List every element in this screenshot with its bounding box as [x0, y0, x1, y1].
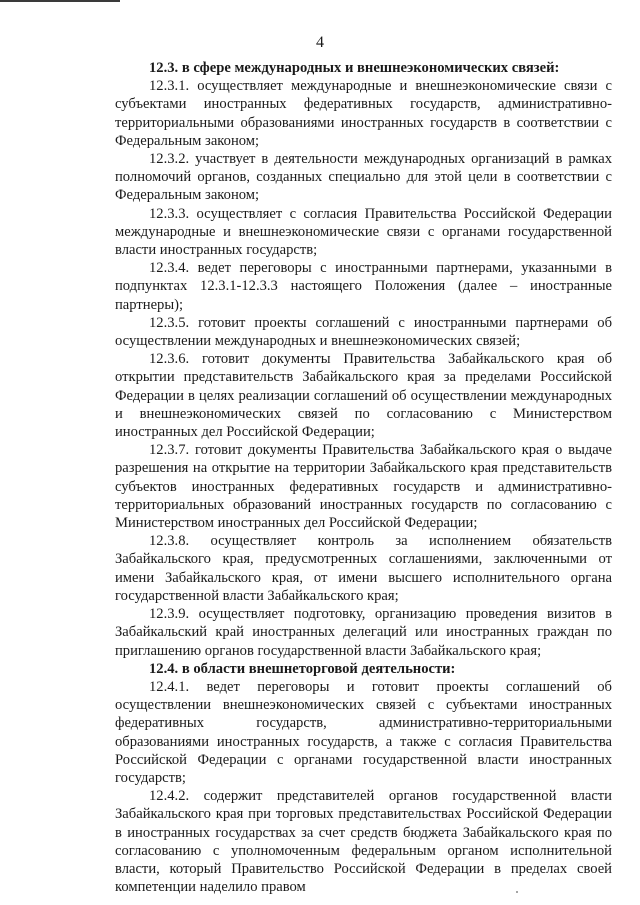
clause-12-3-9: 12.3.9. осуществляет подготовку, организацию проведения визитов в Забайкальский край иностранных делегаций или иностранных граждан по приглашению органов государственной власти Забайкальского края; [115, 606, 612, 659]
scan-speck [516, 891, 518, 893]
clause-12-3-1: 12.3.1. осуществляет международные и внешнеэкономические связи с субъектами иностранных федеративных государств, административно-территориальными образованиями иностранных государств в соответствии с Федеральным законом; [115, 78, 612, 149]
clause-12-3-2: 12.3.2. участвует в деятельности международных организаций в рамках полномочий органов, созданных специально для этой цели в соответствии с Федеральным законом; [115, 151, 612, 204]
clause-12-3-8: 12.3.8. осуществляет контроль за исполнением обязательств Забайкальского края, предусмотренных соглашениями, заключенными от имени Забайкальского края, от имени высшего исполнительного органа государственной власти Забайкальского края; [115, 533, 612, 604]
clause-12-4-1: 12.4.1. ведет переговоры и готовит проекты соглашений об осуществлении внешнеэкономических связей с субъектами иностранных федеративных государств, административно-территориальными образованиями иностранных государств, а также с согласия Правительства Российской Федерации с органами государственной власти иностранных государств; [115, 678, 612, 786]
clause-12-3-3: 12.3.3. осуществляет с согласия Правительства Российской Федерации международные и внешнеэкономические связи с органами государственной власти иностранных государств; [115, 205, 612, 259]
clause-12-3-7: 12.3.7. готовит документы Правительства Забайкальского края о выдаче разрешения на открытие на территории Забайкальского края представительств субъектов иностранных федеративных государств и административно-территориальных образований иностранных государств по согласованию с Министерством иностранных дел Российской Федерации; [115, 442, 612, 532]
document-body [115, 59, 612, 896]
clause-12-3-5: 12.3.5. готовит проекты соглашений с иностранными партнерами об осуществлении международных и внешнеэкономических связей; [115, 314, 612, 350]
section-heading-12-3: 12.3. в сфере международных и внешнеэкономических связей: [149, 60, 560, 76]
clause-12-3-6: 12.3.6. готовит документы Правительства Забайкальского края об открытии представительств Забайкальского края за пределами Российской Федерации в целях реализации соглашений об осуществлении международных и внешнеэкономических связей по согласованию с Министерством иностранных дел Российской Федерации; [115, 351, 612, 441]
scan-artifact-line [0, 0, 120, 2]
clause-12-4-2: 12.4.2. содержит представителей органов государственной власти Забайкальского края при торговых представительствах Российской Федерации в иностранных государствах за счет средств бюджета Забайкальского края по согласованию с уполномоченным федеральным органом исполнительной власти, который Правительство Российской Федерации в пределах своей компетенции наделило правом [115, 788, 612, 896]
section-heading-12-4: 12.4. в области внешнеторговой деятельности: [149, 660, 456, 677]
clause-12-3-4: 12.3.4. ведет переговоры с иностранными партнерами, указанными в подпунктах 12.3.1-12.3.3 настоящего Положения (далее – иностранные партнеры); [115, 260, 612, 313]
page-number: 4 [316, 34, 324, 51]
